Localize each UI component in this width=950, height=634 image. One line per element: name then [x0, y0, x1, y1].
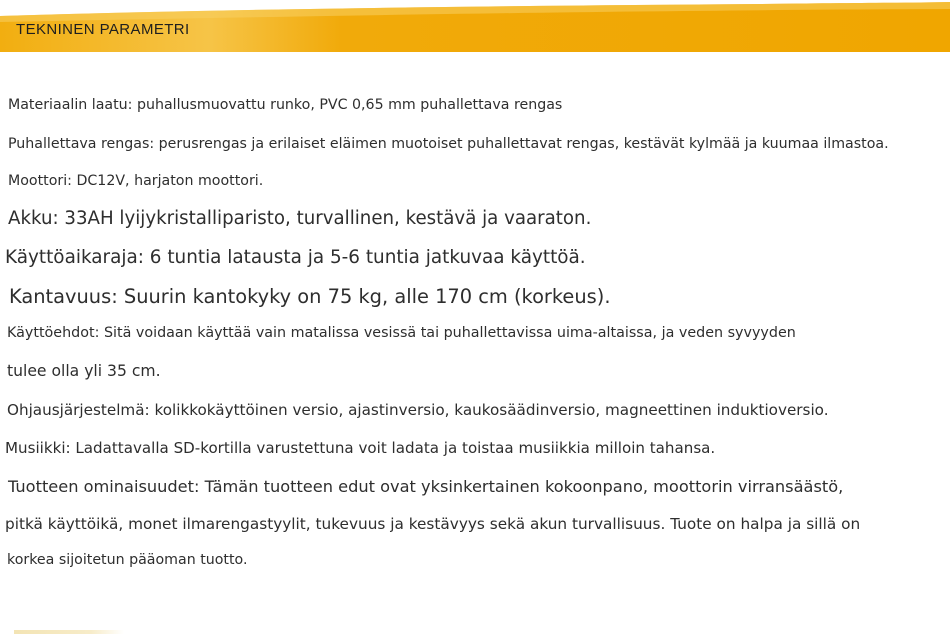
spec-features-cont: pitkä käyttöikä, monet ilmarengastyylit, tukevuus ja kestävyys sekä akun turvallisuus. Tuote on halpa ja sillä on: [5, 515, 861, 533]
spec-conditions: Käyttöehdot: Sitä voidaan käyttää vain matalissa vesissä tai puhallettavissa uima-altaissa, ja veden syvyyden: [7, 325, 796, 341]
spec-capacity: Kantavuus: Suurin kantokyky on 75 kg, alle 170 cm (korkeus).: [9, 285, 611, 308]
spec-runtime: Käyttöaikaraja: 6 tuntia latausta ja 5-6 tuntia jatkuvaa käyttöä.: [5, 247, 586, 268]
spec-control: Ohjausjärjestelmä: kolikkokäyttöinen versio, ajastinversio, kaukosäädinversio, magneettinen induktioversio.: [7, 401, 829, 419]
bottom-accent-strip: [14, 630, 124, 634]
page-title: TEKNINEN PARAMETRI: [16, 21, 190, 38]
spec-conditions-cont: tulee olla yli 35 cm.: [7, 362, 161, 380]
spec-material: Materiaalin laatu: puhallusmuovattu runko, PVC 0,65 mm puhallettava rengas: [8, 97, 563, 113]
spec-motor: Moottori: DC12V, harjaton moottori.: [8, 173, 264, 189]
spec-music: Musiikki: Ladattavalla SD-kortilla varustettuna voit ladata ja toistaa musiikkia milloin tahansa.: [5, 439, 716, 457]
spec-features-end: korkea sijoitetun pääoman tuotto.: [7, 552, 248, 568]
spec-battery: Akku: 33AH lyijykristalliparisto, turvallinen, kestävä ja vaaraton.: [8, 208, 592, 229]
spec-features: Tuotteen ominaisuudet: Tämän tuotteen edut ovat yksinkertainen kokoonpano, moottorin virransäästö,: [8, 477, 844, 496]
header-banner: [0, 0, 950, 58]
spec-ring: Puhallettava rengas: perusrengas ja erilaiset eläimen muotoiset puhallettavat rengas, kestävät kylmää ja kuumaa ilmastoa.: [8, 136, 889, 152]
